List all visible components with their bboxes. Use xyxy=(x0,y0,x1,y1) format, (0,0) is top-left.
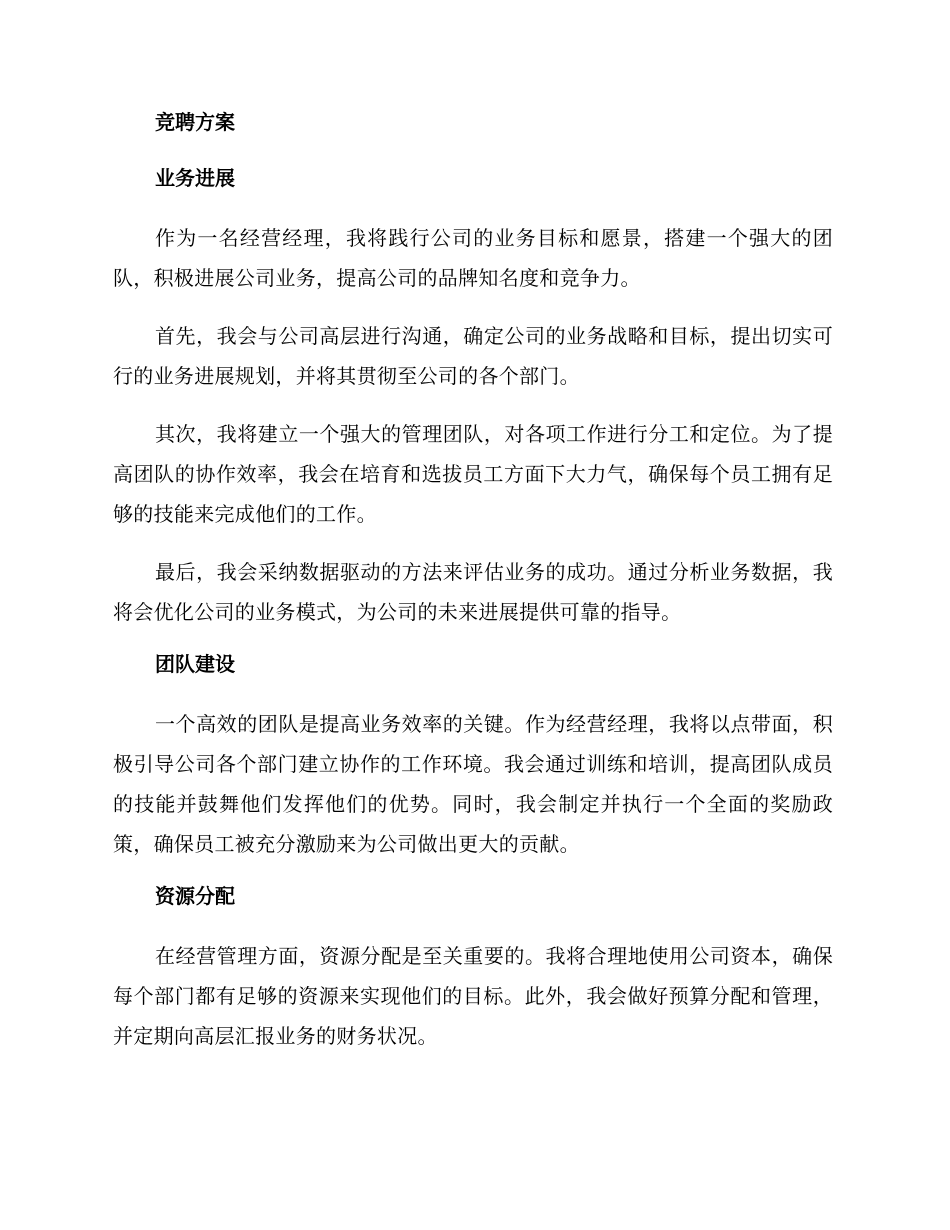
paragraph: 在经营管理方面，资源分配是至关重要的。我将合理地使用公司资本，确保每个部门都有足够的资源来实现他们的目标。此外，我会做好预算分配和管理，并定期向高层汇报业务的财务状况。 xyxy=(113,944,833,1048)
document-page xyxy=(113,108,833,1074)
section-team-building xyxy=(113,650,833,864)
document-title: 竞聘方案 xyxy=(155,110,235,134)
section-heading: 团队建设 xyxy=(155,652,235,676)
paragraph: 首先，我会与公司高层进行沟通，确定公司的业务战略和目标，提出切实可行的业务进展规划，并将其贯彻至公司的各个部门。 xyxy=(113,324,833,388)
paragraph: 最后，我会采纳数据驱动的方法来评估业务的成功。通过分析业务数据，我将会优化公司的业务模式，为公司的未来进展提供可靠的指导。 xyxy=(113,560,833,624)
section-business-progress xyxy=(113,164,833,632)
paragraph: 一个高效的团队是提高业务效率的关键。作为经营经理，我将以点带面，积极引导公司各个部门建立协作的工作环境。我会通过训练和培训，提高团队成员的技能并鼓舞他们发挥他们的优势。同时，我会制定并执行一个全面的奖励政策，确保员工被充分激励来为公司做出更大的贡献。 xyxy=(113,712,833,856)
section-heading: 资源分配 xyxy=(155,884,235,908)
paragraph: 作为一名经营经理，我将践行公司的业务目标和愿景，搭建一个强大的团队，积极进展公司业务，提高公司的品牌知名度和竞争力。 xyxy=(113,226,833,290)
section-heading: 业务进展 xyxy=(155,166,235,190)
section-resource-allocation xyxy=(113,882,833,1056)
paragraph: 其次，我将建立一个强大的管理团队，对各项工作进行分工和定位。为了提高团队的协作效率，我会在培育和选拔员工方面下大力气，确保每个员工拥有足够的技能来完成他们的工作。 xyxy=(113,422,833,526)
